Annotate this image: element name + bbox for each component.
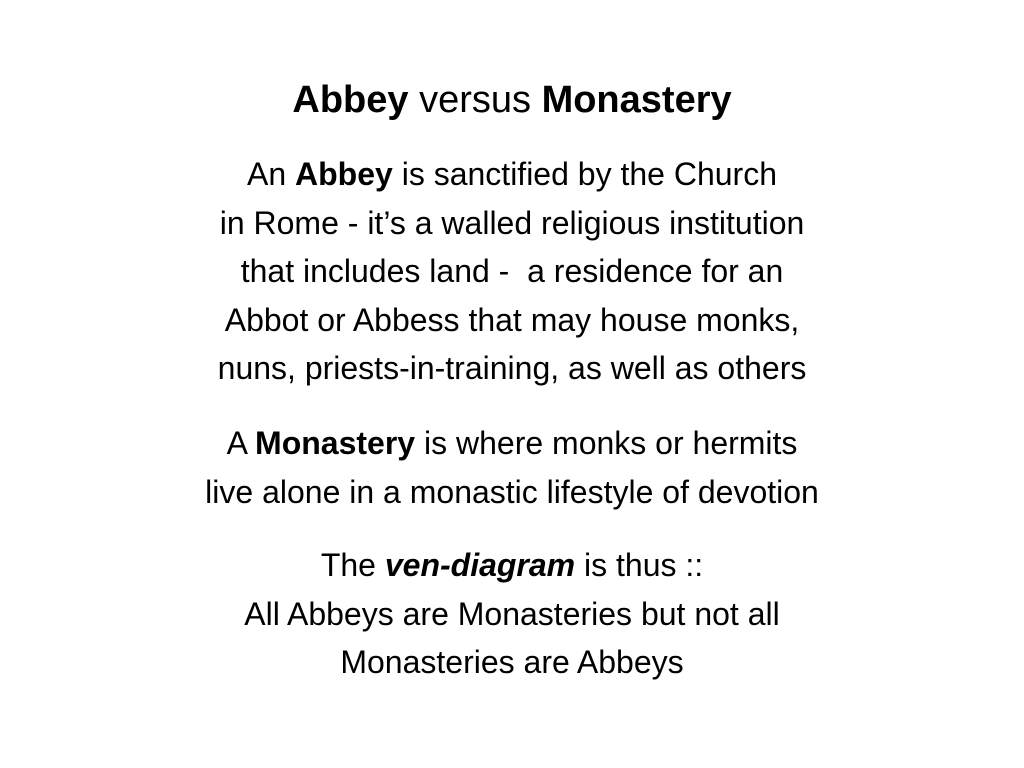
monastery-line1-prefix: A [226,425,256,461]
conclusion-line-3: Monasteries are Abbeys [340,644,684,680]
abbey-line1-suffix: is sanctified by the Church [392,156,777,192]
monastery-line1-suffix: is where monks or hermits [415,425,798,461]
abbey-term: Abbey [295,156,393,192]
conclusion-line-2: All Abbeys are Monasteries but not all [244,595,780,632]
slide-title [0,76,1024,124]
abbey-definition-line-2: in Rome - it’s a walled religious institution [219,204,805,241]
conclusion-paragraph [0,541,1024,687]
abbey-definition-line-3: that includes land - a residence for an [240,253,784,289]
title-abbey: Abbey [292,79,409,121]
monastery-term: Monastery [255,425,416,461]
ven-diagram-term: ven-diagram [384,547,576,583]
abbey-definition-line-4: Abbot or Abbess that may house monks, [224,301,800,338]
conclusion-line-1 [0,541,1024,590]
monastery-definition-paragraph [0,419,1024,516]
title-monastery: Monastery [541,79,732,121]
abbey-line1-prefix: An [246,156,296,192]
abbey-definition-paragraph [0,150,1024,393]
conclusion-line1-suffix: is thus :: [575,547,704,583]
monastery-definition-line-2: live alone in a monastic lifestyle of devotion [205,473,819,510]
conclusion-line1-prefix: The [320,547,385,583]
abbey-definition-line-5: nuns, priests-in-training, as well as others [217,350,807,386]
abbey-definition-line-1 [0,150,1024,199]
title-versus: versus [408,79,542,121]
monastery-definition-line-1 [0,419,1024,468]
